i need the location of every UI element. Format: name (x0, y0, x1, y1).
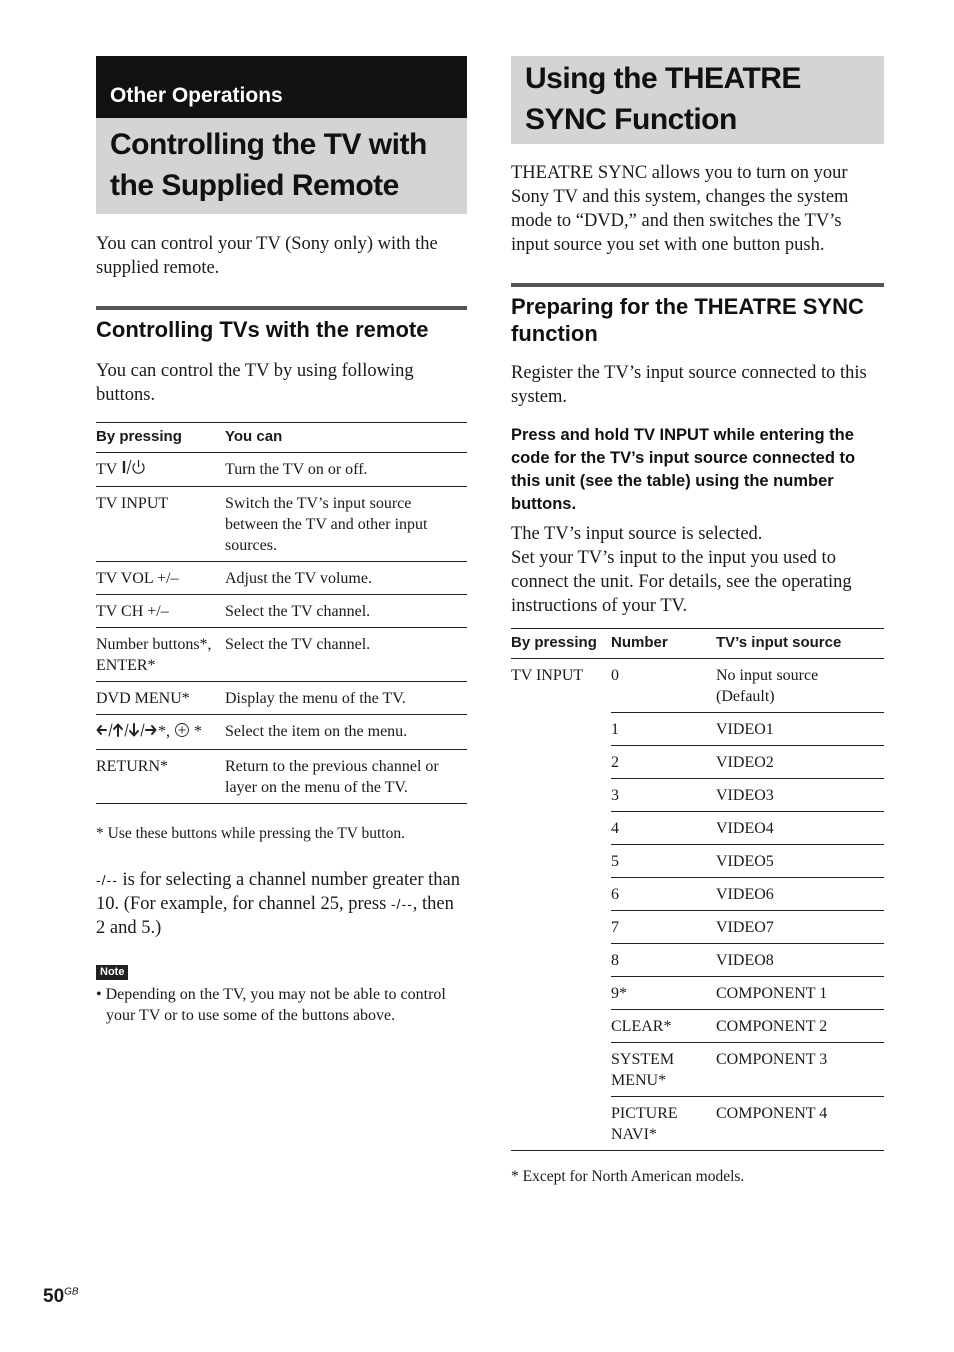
table-row (96, 682, 467, 715)
right-column (511, 56, 884, 1187)
footnote: * Use these buttons while pressing the TV button. (96, 824, 405, 842)
table-cell: 7 (611, 911, 716, 944)
table-cell: SYSTEM MENU* (611, 1043, 716, 1097)
section-heading: Preparing for the THEATRE SYNC function (511, 283, 884, 347)
table-cell: TV INPUT (511, 659, 611, 1151)
channel-key-text: is for selecting a channel number greater than 10. (For example, for channel 25, press (96, 869, 460, 914)
table-cell: 5 (611, 845, 716, 878)
table-cell: 3 (611, 779, 716, 812)
table-row (511, 659, 884, 713)
table-row (96, 628, 467, 682)
table-cell: CLEAR* (611, 1010, 716, 1043)
table-cell: TV CH +/– (96, 595, 225, 628)
table-row (96, 562, 467, 595)
table-cell: VIDEO2 (716, 746, 884, 779)
page-number-suffix: GB (64, 1286, 79, 1298)
sub-intro-paragraph: You can control the TV by using following buttons. (96, 361, 414, 405)
table-cell: Return to the previous channel or layer on the menu of the TV. (225, 749, 467, 803)
table-cell: VIDEO5 (716, 845, 884, 878)
table-row (96, 453, 467, 487)
tv-control-table (96, 422, 467, 804)
table-cell: Number buttons*, ENTER* (96, 628, 225, 682)
table-cell: *, * (96, 715, 225, 749)
section-label: Other Operations (96, 56, 467, 118)
left-column (96, 56, 467, 1026)
table-cell-text: TV (96, 461, 118, 478)
step-instruction: Press and hold TV INPUT while entering the code for the TV’s input source connected to this unit (see the table) using the number buttons. (511, 426, 856, 513)
table-cell: COMPONENT 4 (716, 1097, 884, 1151)
table-cell: Select the item on the menu. (225, 715, 467, 749)
table-header: By pressing (96, 423, 225, 453)
note-text: • Depending on the TV, you may not be able to control your TV or to use some of the buttons above. (96, 985, 446, 1024)
table-row (96, 595, 467, 628)
sub-intro-paragraph: Register the TV’s input source connected to this system. (511, 363, 867, 407)
table-cell-text: *, (158, 723, 170, 741)
table-cell: Display the menu of the TV. (225, 682, 467, 715)
table-cell: Switch the TV’s input source between the TV and other input sources. (225, 487, 467, 562)
table-cell: COMPONENT 1 (716, 977, 884, 1010)
table-cell: VIDEO1 (716, 713, 884, 746)
table-cell: PICTURE NAVI* (611, 1097, 716, 1151)
table-header: By pressing (511, 629, 611, 659)
table-cell: No input source (Default) (716, 659, 884, 713)
page-title-box (511, 56, 884, 144)
table-header-row (511, 629, 884, 659)
note-block (96, 962, 467, 1026)
table-cell: COMPONENT 3 (716, 1043, 884, 1097)
dash-key-label: -/-- (96, 871, 118, 888)
intro-paragraph: You can control your TV (Sony only) with the supplied remote. (96, 234, 438, 278)
table-cell: 2 (611, 746, 716, 779)
page-number-value: 50 (43, 1286, 65, 1307)
table-cell: Select the TV channel. (225, 595, 467, 628)
table-cell: VIDEO8 (716, 944, 884, 977)
dash-key-label: -/-- (390, 895, 413, 912)
page-number (43, 1286, 79, 1308)
table-cell: 6 (611, 878, 716, 911)
table-header: Number (611, 629, 716, 659)
table-cell: TV VOL +/– (96, 562, 225, 595)
table-cell: Turn the TV on or off. (225, 453, 467, 487)
note-label: Note (96, 965, 128, 980)
page-title: Using the THEATRE SYNC Function (525, 62, 801, 136)
table-cell: Select the TV channel. (225, 628, 467, 682)
result-paragraph: Set your TV’s input to the input you used to connect the unit. For details, see the operating instructions of your TV. (511, 548, 852, 616)
table-row (96, 715, 467, 749)
section-heading: Controlling TVs with the remote (96, 306, 467, 343)
table-cell: TV INPUT (96, 487, 225, 562)
table-cell: RETURN* (96, 749, 225, 803)
channel-key-paragraph (96, 868, 467, 940)
power-icon (121, 459, 145, 481)
table-cell: 4 (611, 812, 716, 845)
table-header-row (96, 423, 467, 453)
input-source-table (511, 628, 884, 1151)
table-header: TV’s input source (716, 629, 884, 659)
table-header: You can (225, 423, 467, 453)
table-cell: 9* (611, 977, 716, 1010)
table-cell: VIDEO3 (716, 779, 884, 812)
table-cell: VIDEO4 (716, 812, 884, 845)
table-cell: COMPONENT 2 (716, 1010, 884, 1043)
table-row (96, 487, 467, 562)
table-cell: 8 (611, 944, 716, 977)
table-cell: DVD MENU* (96, 682, 225, 715)
table-row (96, 749, 467, 803)
footnote: * Except for North American models. (511, 1168, 745, 1185)
intro-paragraph: THEATRE SYNC allows you to turn on your Sony TV and this system, changes the system mode to “DVD,” and then switches the TV’s input source you set with one button push. (511, 163, 849, 255)
arrow-keys-icon (96, 722, 158, 743)
table-cell (96, 453, 225, 487)
table-cell: VIDEO7 (716, 911, 884, 944)
result-paragraph: The TV’s input source is selected. (511, 524, 763, 544)
page-title: Controlling the TV with the Supplied Remote (110, 128, 427, 202)
table-cell: 1 (611, 713, 716, 746)
table-cell: VIDEO6 (716, 878, 884, 911)
channel-key-text: , then 2 and 5.) (96, 893, 454, 938)
table-cell: 0 (611, 659, 716, 713)
table-cell: Adjust the TV volume. (225, 562, 467, 595)
enter-circle-icon (174, 722, 190, 744)
page-title-box (96, 118, 467, 214)
